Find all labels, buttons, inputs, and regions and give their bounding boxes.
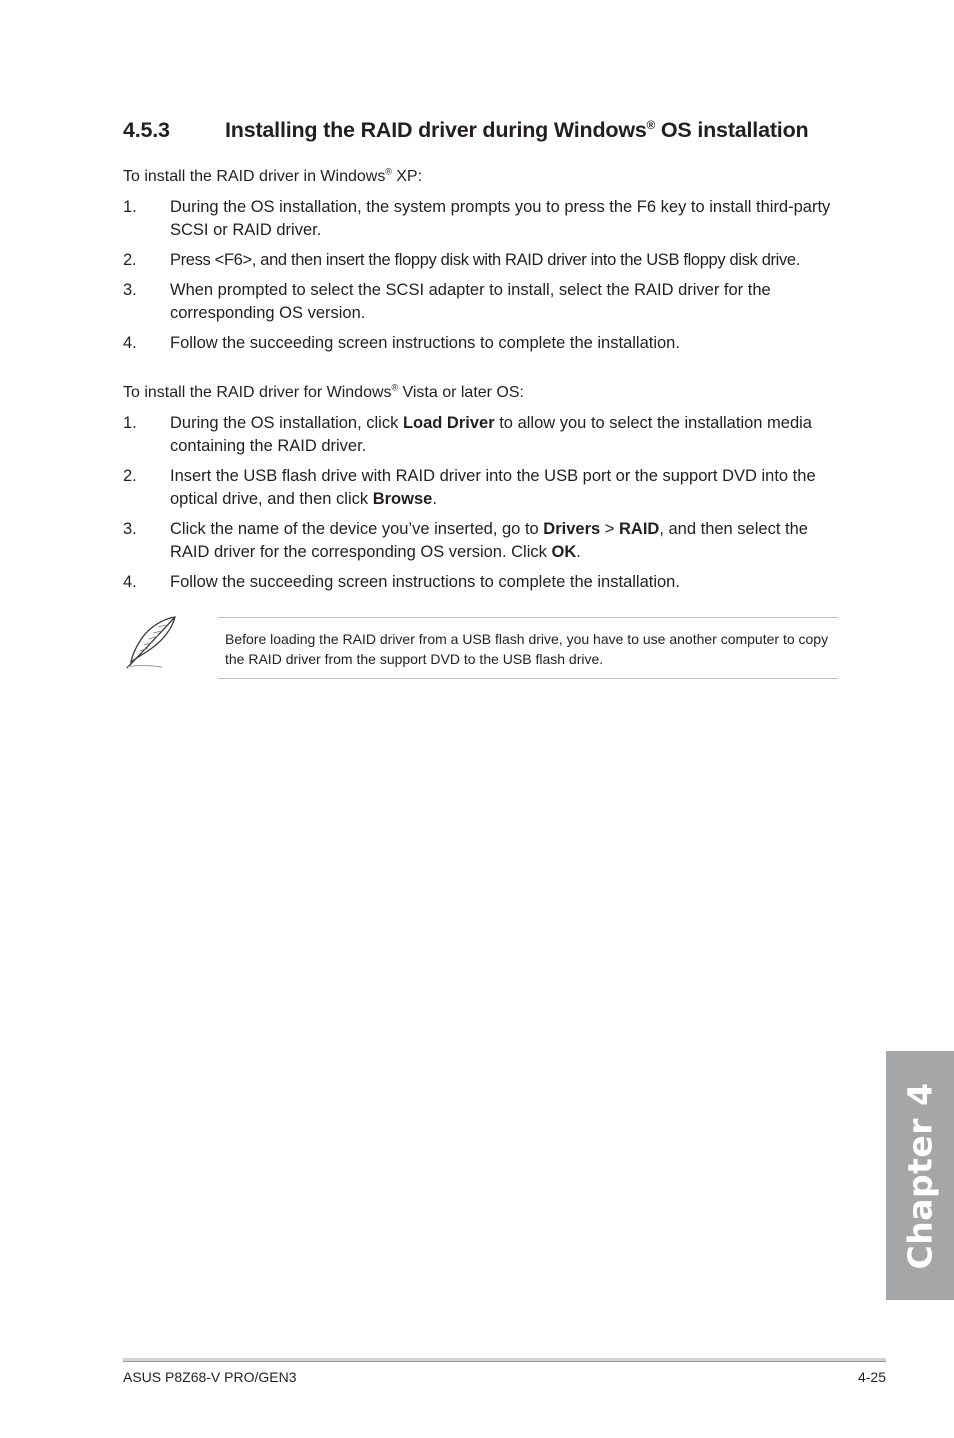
vista-steps-list [123, 412, 838, 601]
section-title: Installing the RAID driver during Windows® OS installation [225, 117, 809, 142]
browse-term: Browse [372, 490, 433, 508]
chapter-tab [886, 1051, 954, 1300]
xp-intro: To install the RAID driver in Windows® XP: [123, 166, 423, 185]
note-text: Before loading the RAID driver from a USB flash drive, you have to use another computer to copy the RAID driver from the support DVD to the USB flash drive. [225, 631, 829, 667]
page-number: 4-25 [857, 1369, 886, 1385]
raid-term: RAID [618, 520, 660, 538]
load-driver-term: Load Driver [402, 414, 495, 432]
vista-intro: To install the RAID driver for Windows® Vista or later OS: [123, 382, 524, 401]
feather-quill-icon [122, 614, 180, 672]
footer-product-name: ASUS P8Z68-V PRO/GEN3 [123, 1369, 297, 1385]
chapter-tab-label: Chapter 4 [900, 1082, 940, 1269]
list-item: 2. Insert the USB flash drive with RAID driver into the USB port or the support DVD into the optical drive, and then click Browse. [123, 467, 816, 508]
section-heading [123, 118, 883, 143]
drivers-term: Drivers [543, 520, 601, 538]
list-item: 2. Press <F6>, and then insert the floppy disk with RAID driver into the USB floppy disk drive. [123, 251, 800, 269]
note-box [218, 617, 838, 679]
list-item: 3. When prompted to select the SCSI adapter to install, select the RAID driver for the corresponding OS version. [123, 281, 771, 322]
footer-divider [123, 1358, 886, 1362]
list-item: 4. Follow the succeeding screen instructions to complete the installation. [123, 334, 680, 352]
ok-term: OK [551, 543, 577, 561]
list-item: 4. Follow the succeeding screen instructions to complete the installation. [123, 573, 680, 591]
list-item: 1. During the OS installation, click Load Driver to allow you to select the installation media containing the RAID driver. [123, 414, 812, 455]
list-item: 3. Click the name of the device you’ve inserted, go to Drivers > RAID, and then select the RAID driver for the corresponding OS version. Click OK. [123, 520, 808, 561]
xp-steps-list [123, 196, 838, 362]
list-item: 1. During the OS installation, the system prompts you to press the F6 key to install third-party SCSI or RAID driver. [123, 198, 831, 239]
section-number: 4.5.3 [123, 118, 170, 142]
